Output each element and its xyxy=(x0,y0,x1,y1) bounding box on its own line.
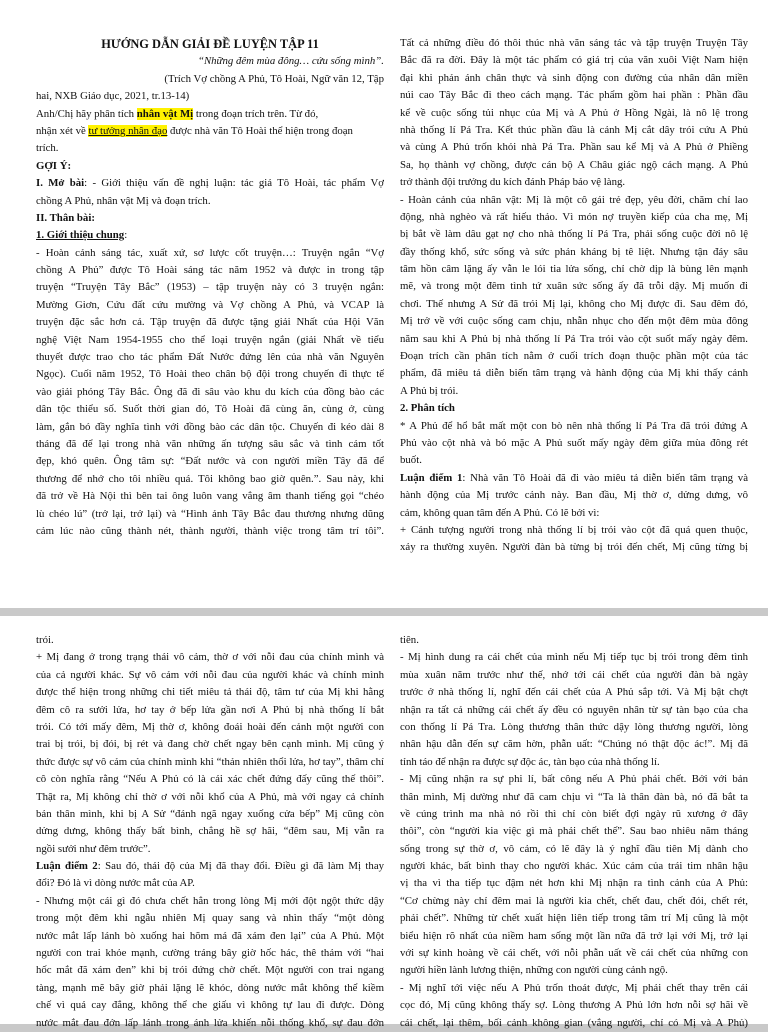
line-text: (Trích Vợ chồng A Phủ, Tô Hoài, Ngữ văn 12, Tập xyxy=(164,72,384,85)
text-line xyxy=(36,945,384,962)
line-text: cảm lúc nào cũng thành nét, thành người, thành việc trong tâm trí tôi”. xyxy=(36,524,384,537)
line-text: * A Phủ để hổ bắt mất một con bò nên nhà thống lí Pá Tra đã trói đứng A xyxy=(400,419,748,432)
line-text: trói. xyxy=(36,634,54,646)
text-line xyxy=(36,1015,384,1032)
line-text: nước mắt lấp lánh bò xuống hai hõm má đã xám đen lại” của A Phủ. Một xyxy=(36,929,384,942)
text-line xyxy=(36,349,384,366)
text-line xyxy=(400,771,748,788)
line-text: kể về cuộc sống tủi nhục của Mị và A Phủ ở Hồng Ngài, là nô lệ trong xyxy=(400,106,748,119)
line-text: con thống lí Pá Tra. Lòng thương thân thức dậy lòng thương người, lòng xyxy=(400,720,748,733)
line-text: Tất cả những điều đó thôi thúc nhà văn sáng tác và tập truyện Truyện Tây xyxy=(400,37,748,49)
text-line xyxy=(400,858,748,875)
text-line xyxy=(36,893,384,910)
text-line xyxy=(400,452,748,469)
line-text: - Mị hình dung ra cái chết của mình nếu Mị tiếp tục bị trói trong đêm tình xyxy=(400,651,748,664)
text-line xyxy=(36,140,384,157)
text-line xyxy=(36,858,384,875)
document-page-2 xyxy=(0,616,768,1029)
line-text: thương để nhớ cho tôi nhiều quá. Tôi không bao giờ quên.”. Sau này, khi xyxy=(36,472,384,485)
line-text: nhận xét về xyxy=(36,124,89,137)
line-text: : - Giới thiệu vấn đề nghị luận: tác giả Tô Hoài, tác phẩm Vợ xyxy=(84,177,384,190)
line-text: + Cảnh tượng người trong nhà thống lí bị trói vào cột đã quá quen thuộc, xyxy=(400,523,748,536)
text-line xyxy=(400,487,748,504)
line-text: xảy ra thường xuyên. Người đàn bà từng bị trói đến chết, Mị cũng từng bị xyxy=(400,541,748,554)
line-text: trai bị trói, bị đói, bị rét và đang chờ chết ngay bên cạnh mình. Mị cũng ý xyxy=(36,738,384,751)
line-text: bản thân mình, khi bị A Sử “đánh ngã ngay xuống cửa bếp” Mị cũng còn xyxy=(36,807,384,820)
line-text: thôi”, còn “người kia việc gì mà phải chết thế”. Sau bao nhiêu năm tháng xyxy=(400,825,748,838)
line-text: thuyết được trao cho tác phẩm Đất Nước đứng lên của nhà văn Nguyên xyxy=(36,351,384,364)
text-line xyxy=(36,488,384,505)
line-text: cô còn nghĩa rằng “Nếu A Phủ có là cái xác chết đứng đấy cũng thế thôi”. xyxy=(36,773,384,786)
line-text: trong một đêm khi ngẫu nhiên Mị quay sang và nhìn thấy “một dòng xyxy=(36,912,384,925)
line-text: : xyxy=(124,229,128,242)
text-line xyxy=(36,175,384,192)
text-line xyxy=(400,789,748,806)
text-line xyxy=(36,314,384,331)
line-text: làm, gắn bó đầy nghĩa tình với đồng bào các dân tộc. Chuyến đi kéo dài 8 xyxy=(36,420,384,433)
text-line xyxy=(36,71,384,88)
line-text: được thể hiện trong những chi tiết miêu tả thái độ, tâm tư của Mị khi hằng xyxy=(36,686,384,699)
text-line xyxy=(400,823,748,840)
text-line xyxy=(36,928,384,945)
text-line xyxy=(36,419,384,436)
line-text: thức được sự vô cảm của chính mình khi “thản nhiên thổi lửa, hơ tay”, thâm chí xyxy=(36,755,384,768)
line-text: núi cao Tây Bắc đi theo cách mạng. Tác phẩm gồm hai phần : Phần đầu xyxy=(400,89,748,102)
text-line xyxy=(36,453,384,470)
line-text: thân mình, Mị dường như đã cam chịu vì “Ta là thân đàn bà, nó đã bắt ta xyxy=(400,790,748,803)
line-text: người khác, bất bình thay cho người khác. Xúc cảm của trái tim nhân hậu xyxy=(400,860,748,873)
text-line xyxy=(400,278,748,295)
line-text: Phủ vào cột nhà và bỏ mặc A Phủ suốt mấy ngày đêm giữa mùa đông rét xyxy=(400,436,748,449)
text-line xyxy=(36,506,384,523)
text-line xyxy=(400,875,748,892)
line-text: “Những đêm mùa đông… cứu sống mình”. xyxy=(197,55,384,68)
text-line xyxy=(36,53,384,70)
text-line xyxy=(400,244,748,261)
line-text: II. Thân bài: xyxy=(36,211,95,224)
line-text: biểu hiện rõ nhất của niềm ham sống một lần nữa đã trở lại với Mị, trở lại xyxy=(400,929,748,942)
line-text: nghệ Việt Nam 1954-1955 cho thể loại truyện ngắn (giải Nhất về tiểu xyxy=(36,333,384,346)
text-line xyxy=(400,313,748,330)
line-text: “Cơ chừng này chỉ đêm mai là người kia chết, chết đau, chết đói, chết rét, xyxy=(400,894,748,907)
line-text: với sự kinh hoàng về cái chết, với nỗi phẫn uất về cái chết của những con xyxy=(400,947,748,960)
line-text: được nhà văn Tô Hoài thể hiện trong đoạn xyxy=(167,124,353,137)
bold-heading: 1. Giới thiệu chung xyxy=(36,229,125,242)
text-line xyxy=(36,841,384,858)
text-line xyxy=(400,105,748,122)
line-text: nhân hậu dẫn đến sự căm hờn, phẫn uất: “Chúng nó thật độc ác!”. Mị đã xyxy=(400,738,748,751)
text-line xyxy=(400,928,748,945)
line-text: chơi. Thế nhưng A Sử đã trói Mị lại, không cho Mị được đi. Sau đêm đó, xyxy=(400,297,748,310)
text-line xyxy=(400,632,748,649)
line-text: Ngọc). Cuối năm 1952, Tô Hoài theo chân bộ đội trong chuyến đi thực tế xyxy=(36,368,384,381)
line-text: hốc mắt đã xám đen” khi bị trói đứng chờ chết. Một người con trai ngang xyxy=(36,964,384,977)
text-line xyxy=(400,261,748,278)
bold-heading: I. Mở bài xyxy=(36,177,85,190)
line-text: chế vì quá cay đắng, không thể che giấu vì không tự lau đi được. Dòng xyxy=(36,999,384,1012)
highlighted-phrase: tư tưởng nhân đạo xyxy=(88,124,168,137)
line-text: - Nhưng một cái gì đó chưa chết hẳn trong lòng Mị mới đột ngột thức dậy xyxy=(36,894,384,907)
line-text: cọc đó, Mị cũng không thấy sợ. Lòng thương A Phủ lớn hơn nỗi sợ hãi về xyxy=(400,999,748,1012)
text-line xyxy=(36,193,384,210)
text-line xyxy=(36,632,384,649)
text-line xyxy=(36,754,384,771)
line-text: về cúng trình ma nhà nó rồi thì chỉ còn biết đợi ngày rũ xương ở đây xyxy=(400,807,748,820)
line-text: buốt. xyxy=(400,454,422,467)
text-line xyxy=(400,70,748,87)
line-text: trích. xyxy=(36,142,59,155)
line-text: vào giải phóng Tây Bắc. Ông đã đi sâu vào khu du kích của đồng bào các xyxy=(36,385,384,398)
text-line xyxy=(400,348,748,365)
text-line xyxy=(36,910,384,927)
line-text: nhà thống lí Pá Tra. Kết thúc phần đầu là cảnh Mị cắt dây trói cứu A Phủ xyxy=(400,123,748,136)
line-text: ngồi sưởi như đêm trước”. xyxy=(36,842,151,855)
text-line xyxy=(400,383,748,400)
text-line xyxy=(400,522,748,539)
text-line xyxy=(400,192,748,209)
text-line xyxy=(36,702,384,719)
line-text: phẩm, đã miêu tả diễn biến tâm trạng và hành động của Mị khi thấy cảnh xyxy=(400,367,748,380)
line-text: dân tộc thiểu số. Suốt thời gian đó, Tô Hoài đã cùng ăn, cùng ở, cùng xyxy=(36,403,384,416)
line-text: cảm, không quan tâm đến A Phủ. Có lẽ bởi vì: xyxy=(400,506,600,519)
text-line xyxy=(400,174,748,191)
line-text: đêm cô ra sưởi lửa, hơ tay ở bếp lửa gần nơi A Phủ bị nhà thống lí bắt xyxy=(36,703,384,716)
text-line xyxy=(36,736,384,753)
text-line xyxy=(400,157,748,174)
text-line xyxy=(400,945,748,962)
line-text: tỉnh táo để nhận ra được sự độc ác, tàn bạo của nhà thống lí. xyxy=(400,755,660,768)
line-text: + Mị đang ở trong trạng thái vô cảm, thờ ơ với nỗi đau của chính mình và xyxy=(36,651,384,664)
text-line xyxy=(400,980,748,997)
text-line xyxy=(400,893,748,910)
line-text: hành động của Mị trước cảnh này. Ban đầu, Mị thờ ơ, dửng dưng, vô xyxy=(400,489,748,502)
line-text: trở thành đội trưởng du kích đánh Pháp bảo vệ làng. xyxy=(400,176,626,189)
text-line xyxy=(36,823,384,840)
text-line xyxy=(400,505,748,522)
page2-left-column xyxy=(36,632,384,1032)
page1-left-column xyxy=(36,36,384,540)
line-text: - Hoàn cảnh của nhân vật: Mị là một cô gái trẻ đẹp, yêu đời, chăm chỉ lao xyxy=(400,193,748,206)
text-line xyxy=(400,418,748,435)
line-text: đã trở về Hà Nội thì bên tai ông luôn vang vẳng âm thanh tiếng gọi “chéo xyxy=(36,490,384,503)
line-text: năm sau khi A Phủ bị nhà thống lí Pá Tra trói vào cột suốt mấy ngày đêm. xyxy=(400,332,748,345)
text-line xyxy=(36,997,384,1014)
line-text: tâm hồn câm lặng ấy vẫn le lói tia lửa sống, chỉ chờ dịp là bùng lên mạnh xyxy=(400,263,748,276)
text-line xyxy=(400,35,748,52)
line-text: tàng, mạnh mẽ bây giờ phải lặng lẽ khóc, dòng nước mắt không thể kiềm xyxy=(36,981,384,994)
line-text: chồng A Phủ” được Tô Hoài sáng tác năm 1952 và được in trong tập xyxy=(36,264,384,277)
text-line xyxy=(400,52,748,69)
text-line xyxy=(400,209,748,226)
line-text: của cả người khác. Sự vô cảm với nỗi đau của người khác và chính mình xyxy=(36,668,384,681)
text-line xyxy=(400,702,748,719)
line-text: mẽ, và trong một đêm tình tứ xuân sức sống ấy đã trỗi dậy. Mị muốn đi xyxy=(400,280,748,293)
line-text: trước ở nhà thống lí, nghĩ đến cái chết của A Phủ sắp tới. Và Mị bật chợt xyxy=(400,686,748,699)
line-text: và cùng A Phủ trốn khỏi nhà Pá Tra. Phần sau kể Mị và A Phủ ở Phiềng xyxy=(400,141,748,154)
line-text: đại khi phản ánh chân thực và sinh động con đường của nhân dân miền xyxy=(400,71,748,84)
text-line xyxy=(400,806,748,823)
text-line xyxy=(400,87,748,104)
bold-heading: Luận điểm 2 xyxy=(36,860,98,873)
text-line xyxy=(400,997,748,1014)
text-line xyxy=(400,226,748,243)
line-text: Mường Giơn, Cứu đất cứu mường và Vợ chồng A Phủ, và VCAP là xyxy=(36,298,384,311)
line-text: mùa xuân năm trước như thế, nhớ tới cái chết của người đàn bà ngày xyxy=(400,668,748,681)
text-line xyxy=(400,435,748,452)
text-line xyxy=(36,980,384,997)
line-text: GỢI Ý: xyxy=(36,159,72,172)
text-line xyxy=(36,106,384,123)
line-text: người hiền lành lương thiện, những con người cùng cảnh ngộ. xyxy=(400,964,668,977)
line-text: động, nhà nghèo và rất hiếu thảo. Vì món nợ truyền kiếp của cha mẹ, Mị xyxy=(400,210,748,223)
text-line xyxy=(36,123,384,140)
line-text: trong đoạn trích trên. Từ đó, xyxy=(193,107,319,120)
text-line xyxy=(400,910,748,927)
text-line xyxy=(400,1015,748,1032)
text-line xyxy=(400,649,748,666)
text-line xyxy=(36,88,384,105)
text-line xyxy=(36,771,384,788)
text-line xyxy=(36,667,384,684)
text-line xyxy=(36,875,384,892)
text-line xyxy=(36,789,384,806)
text-line xyxy=(36,262,384,279)
line-text: Bắc đã ra đời. Đây là một tác phẩm có giá trị của văn xuôi Việt Nam hiện xyxy=(400,54,748,67)
text-line xyxy=(400,841,748,858)
text-line xyxy=(400,122,748,139)
text-line xyxy=(400,684,748,701)
line-text: vị tha vì tha tiếp tục đậm nét hơn khi Mị nhận ra tình cảnh của A Phủ: xyxy=(400,877,748,890)
text-line xyxy=(400,962,748,979)
text-line xyxy=(36,684,384,701)
text-line xyxy=(36,436,384,453)
text-line xyxy=(36,523,384,540)
text-line xyxy=(36,332,384,349)
text-line xyxy=(400,719,748,736)
line-text: A Phủ bị trói. xyxy=(400,384,459,397)
line-text: tiên. xyxy=(400,634,419,646)
line-text: nước mắt đau đớn lấp lánh trong ánh lửa khiến nỗi thống khổ, sự đau đớn xyxy=(36,1016,384,1029)
line-text: truyện “Truyện Tây Bắc” (1953) – tập truyện này có 3 truyện ngắn: xyxy=(36,281,384,294)
text-line xyxy=(400,736,748,753)
line-text: người con trai khỏe mạnh, cường tráng bây giờ hốc hác, thê thảm với “hai xyxy=(36,947,384,960)
line-text: : Sau đó, thái độ của Mị đã thay đổi. Điều gì đã làm Mị thay xyxy=(97,860,384,873)
line-text: Mị trở về với cuộc sống cam chịu, nhẫn nhục cho đến một đêm mùa đông xyxy=(400,315,748,328)
line-text: chồng A Phủ, nhân vật Mị và đoạn trích. xyxy=(36,194,211,207)
line-text: HƯỚNG DẪN GIẢI ĐỀ LUYỆN TẬP 11 xyxy=(101,37,319,51)
text-line xyxy=(36,227,384,244)
text-line xyxy=(36,384,384,401)
text-line xyxy=(36,471,384,488)
text-line xyxy=(400,296,748,313)
line-text: - Hoàn cảnh sáng tác, xuất xứ, sơ lược cốt truyện…: Truyện ngắn “Vợ xyxy=(36,246,384,259)
line-text: lù chéo lú” (trở lại, trở lại) và “Hình ảnh Tây Bắc đau thương nhưng dũng xyxy=(36,507,384,520)
bold-heading: Luận điểm 1 xyxy=(400,471,463,484)
line-text: - Mị nghĩ tới việc nếu A Phủ trốn thoát được, Mị phải chết thay trên cái xyxy=(400,981,748,994)
text-line xyxy=(400,331,748,348)
text-line xyxy=(400,754,748,771)
line-text: phải chết”. Những từ chết xuất hiện liên tiếp trong tâm trí Mị cũng là một xyxy=(400,912,748,925)
text-line xyxy=(36,719,384,736)
line-text: tháng đã để lại trong nhà văn những ấn tượng sâu sắc và tình cảm tốt xyxy=(36,437,384,450)
text-line xyxy=(36,366,384,383)
line-text: dửng dưng, không thấy bất bình, chẳng hề sợ hãi, “đêm sau, Mị vẫn ra xyxy=(36,825,384,838)
line-text: truyện đặc sắc hơn cả. Tập truyện đã được tặng giải Nhất của Hội Văn xyxy=(36,316,384,329)
line-text: Đoạn trích cần phân tích nằm ở cuối trích đoạn thuộc phần một của tác xyxy=(400,350,748,363)
text-line xyxy=(36,297,384,314)
text-line xyxy=(36,279,384,296)
line-text: đẹp, khó quên. Ông tâm sự: “Đất nước và con người miền Tây đã để xyxy=(36,455,384,468)
line-text: Sa, họ thành vợ chồng, được cán bộ A Châu giác ngộ cách mạng. A Phủ xyxy=(400,158,748,171)
line-text: - Mị cũng nhận ra sự phi lí, bất công nếu A Phủ phải chết. Bởi với bản xyxy=(400,773,748,786)
line-text: cái chết, lại thêm, bối cảnh không gian (vắng người, chỉ có Mị và A Phủ) xyxy=(400,1016,748,1029)
text-line xyxy=(400,667,748,684)
line-text: 2. Phân tích xyxy=(400,402,455,415)
line-text: Anh/Chị hãy phân tích xyxy=(36,107,137,120)
line-text: sống trong sự thờ ơ, vô cảm, có lẽ đây là ý nghĩ đầu tiên Mị dành cho xyxy=(400,842,748,855)
line-text: đổi? Đó là vì dòng nước mắt của AP. xyxy=(36,877,195,890)
page2-right-column xyxy=(400,632,748,1032)
text-line xyxy=(36,962,384,979)
text-line xyxy=(400,470,748,487)
text-line xyxy=(36,649,384,666)
text-line xyxy=(400,365,748,382)
text-line xyxy=(36,806,384,823)
text-line xyxy=(36,36,384,53)
page1-right-column xyxy=(400,35,748,557)
text-line xyxy=(36,245,384,262)
line-text: hai, NXB Giáo dục, 2021, tr.13-14) xyxy=(36,90,190,103)
line-text: : Nhà văn Tô Hoài đã đi vào miêu tả diễn biến tâm trạng và xyxy=(462,471,748,484)
line-text: bị bắt về làm dâu gạt nợ cho nhà thống lí Pá Tra, phải sống cuộc đời nô lệ xyxy=(400,228,748,241)
highlighted-phrase: nhân vật Mị xyxy=(136,107,194,120)
line-text: nhận ra tất cả những cái chết ấy đều có nguyên nhân từ sự tàn bạo của cha xyxy=(400,703,748,716)
text-line xyxy=(36,401,384,418)
text-line xyxy=(400,539,748,556)
line-text: Thật ra, Mị không chỉ thờ ơ với nỗi khổ của A Phủ, mà với ngay cả chính xyxy=(36,790,384,803)
text-line xyxy=(36,158,384,175)
line-text: trói. Có tới mấy đêm, Mị thờ ơ, không đoái hoài đến cảnh một người con xyxy=(36,720,384,733)
text-line xyxy=(36,210,384,227)
text-line xyxy=(400,139,748,156)
text-line xyxy=(400,400,748,417)
line-text: đầy thống khổ, sức sống và sức phản kháng bị tê liệt. Nhưng tận đáy sâu xyxy=(400,245,748,258)
